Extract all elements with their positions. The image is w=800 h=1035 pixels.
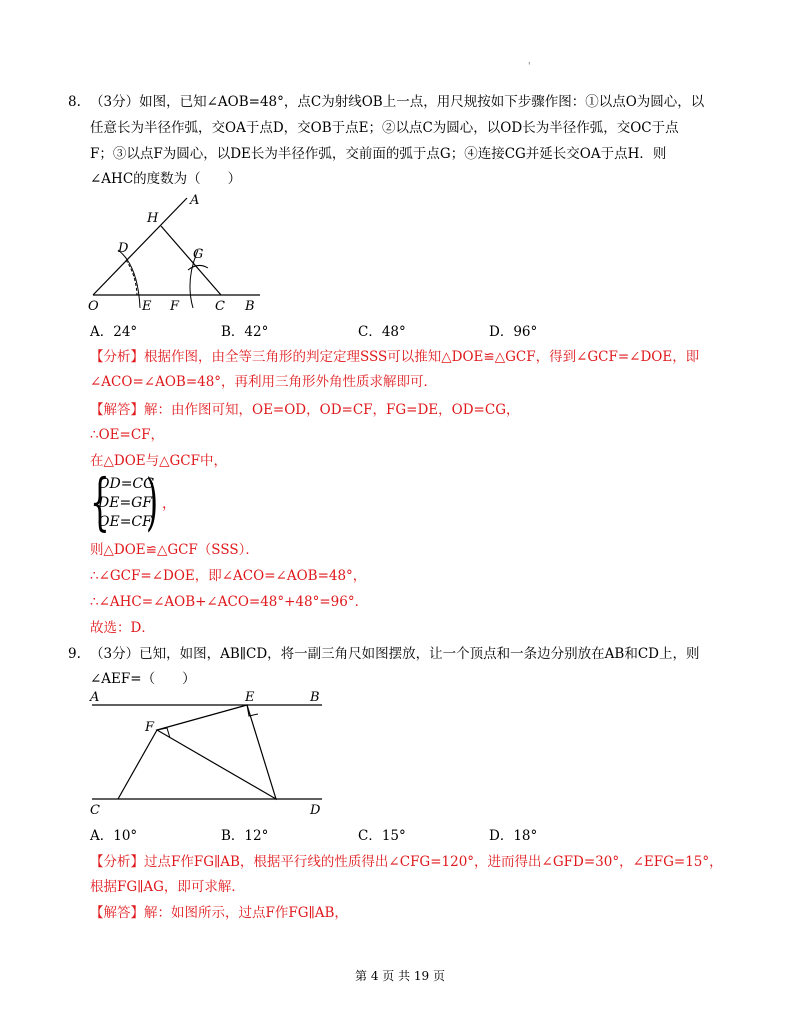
ray-oa bbox=[93, 198, 187, 295]
triangle-efd bbox=[157, 705, 276, 799]
q8-solution-tag: 【解答】 bbox=[90, 402, 144, 418]
q8-solution-line1 bbox=[90, 398, 730, 422]
q8-equation-system bbox=[90, 465, 180, 538]
page-mark: ' bbox=[528, 62, 531, 72]
q8-analysis-line1 bbox=[90, 345, 730, 369]
label-B: B bbox=[310, 690, 320, 705]
q9-number: 9. bbox=[68, 646, 81, 662]
q9-stem-line1: （3分）已知，如图，AB∥CD，将一副三角尺如图摆放，让一个顶点和一条边分别放在AB和CD上，则 bbox=[90, 646, 700, 662]
q9-analysis-line2: 根据FG∥AG，即可求解． bbox=[90, 879, 245, 895]
q9-solution-line1 bbox=[90, 901, 730, 925]
q8-stem-line3: F；③以点F为圆心，以DE长为半径作弧，交前面的弧于点G；④连接CG并延长交OA于点H．则 bbox=[90, 146, 667, 162]
system-left-brace: { bbox=[90, 465, 110, 538]
q8-solution-line2: ∴OE=CF， bbox=[90, 427, 165, 443]
q8-figure bbox=[80, 190, 280, 315]
line-ch bbox=[161, 226, 221, 295]
q8-stem-line1: （3分）如图，已知∠AOB=48°，点C为射线OB上一点，用尺规按如下步骤作图：①以点O为圆心，以 bbox=[90, 94, 705, 110]
q9-figure bbox=[80, 688, 330, 818]
q8-solution-text1: 解：由作图可知，OE=OD，OD=CF，FG=DE，OD=CG， bbox=[144, 402, 520, 418]
label-F: F bbox=[145, 720, 155, 735]
system-right-brace: ) bbox=[146, 465, 159, 538]
q9-option-a[interactable]: A．10° bbox=[90, 828, 138, 844]
q8-number: 8. bbox=[68, 94, 81, 110]
line-f-to-cd bbox=[118, 730, 157, 799]
label-A: A bbox=[90, 690, 100, 705]
q8-analysis-line2: ∠ACO=∠AOB=48°，再利用三角形外角性质求解即可． bbox=[90, 374, 438, 390]
q8-option-d[interactable]: D．96° bbox=[489, 324, 538, 340]
q8-analysis-tag: 【分析】 bbox=[90, 349, 144, 365]
q9-analysis-text1: 过点F作FG∥AB，根据平行线的性质得出∠CFG=120°，进而得出∠GFD=30°，∠EFG=15°， bbox=[144, 854, 723, 870]
system-comma: ， bbox=[162, 496, 176, 512]
q8-stem-line4: ∠AHC的度数为（ ） bbox=[90, 171, 242, 187]
q8-stem-line2: 任意长为半径作弧，交OA于点D，交OB于点E；②以点C为圆心，以OD长为半径作弧，交OC于点 bbox=[90, 120, 679, 136]
q9-analysis-tag: 【分析】 bbox=[90, 854, 144, 870]
label-E: E bbox=[142, 299, 152, 314]
q8-solution-line6: ∴∠AHC=∠AOB+∠ACO=48°+48°=96°． bbox=[90, 594, 369, 610]
q9-option-c[interactable]: C．15° bbox=[358, 828, 406, 844]
q9-option-d[interactable]: D．18° bbox=[489, 828, 538, 844]
label-D: D bbox=[118, 241, 129, 256]
label-D: D bbox=[310, 803, 321, 818]
system-eq-1: OD=CG bbox=[98, 476, 155, 492]
q8-option-c[interactable]: C．48° bbox=[358, 324, 406, 340]
system-eq-2: DE=GF bbox=[98, 495, 153, 511]
q8-solution-line4: 则△DOE≌△GCF（SSS）． bbox=[90, 542, 259, 558]
label-E: E bbox=[245, 690, 255, 705]
label-C: C bbox=[215, 299, 225, 314]
system-eq-3: OE=CF bbox=[98, 514, 152, 530]
label-B: B bbox=[245, 299, 255, 314]
q9-option-b[interactable]: B．12° bbox=[221, 828, 269, 844]
q9-solution-text1: 解：如图所示，过点F作FG∥AB， bbox=[144, 905, 348, 921]
label-G: G bbox=[193, 247, 204, 262]
q9-analysis-line1 bbox=[90, 850, 730, 874]
label-A: A bbox=[190, 193, 200, 208]
q9-stem-line2: ∠AEF=（ ） bbox=[90, 671, 196, 687]
label-F: F bbox=[170, 299, 180, 314]
q8-solution-line7: 故选：D． bbox=[90, 620, 155, 636]
q8-solution-line3: 在△DOE与△GCF中， bbox=[90, 453, 227, 469]
q8-option-b[interactable]: B．42° bbox=[221, 324, 269, 340]
q8-option-a[interactable]: A．24° bbox=[90, 324, 138, 340]
page-footer: 第 4 页 共 19 页 bbox=[355, 969, 445, 983]
label-H: H bbox=[147, 211, 159, 226]
label-O: O bbox=[88, 299, 99, 314]
q8-solution-line5: ∴∠GCF=∠DOE，即∠ACO=∠AOB=48°， bbox=[90, 568, 367, 584]
q8-analysis-text1: 根据作图，由全等三角形的判定定理SSS可以推知△DOE≌△GCF，得到∠GCF=∠DOE，即 bbox=[144, 349, 700, 365]
q9-solution-tag: 【解答】 bbox=[90, 905, 144, 921]
label-C: C bbox=[90, 803, 100, 818]
